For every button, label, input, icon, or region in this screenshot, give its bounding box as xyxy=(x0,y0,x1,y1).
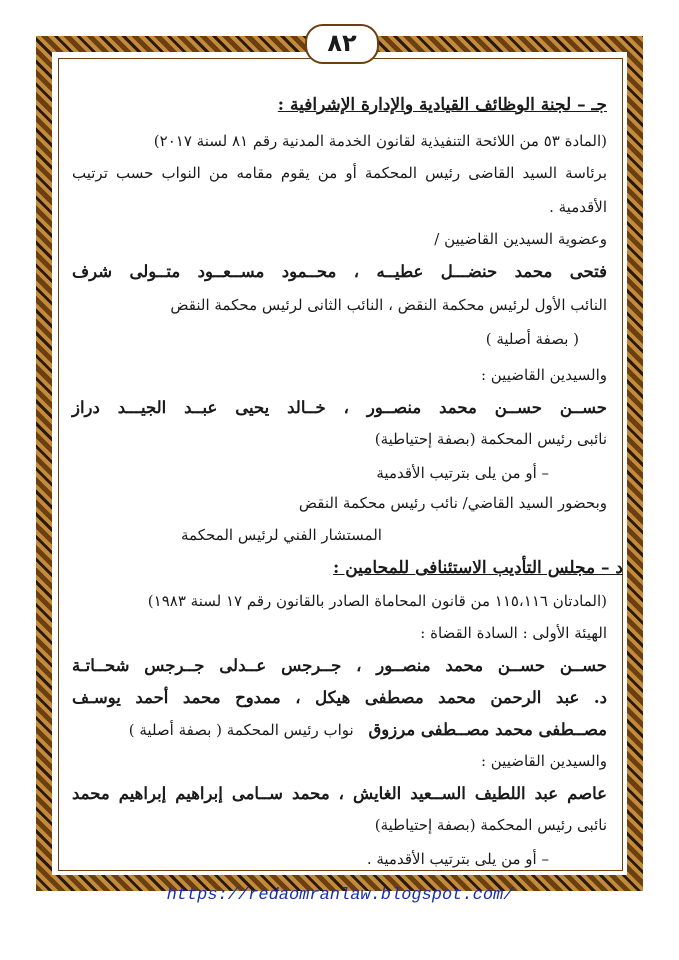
section-d-article: (المادتان ١١٥،١١٦ من قانون المحاماة الصادر بالقانون رقم ١٧ لسنة ١٩٨٣) xyxy=(147,592,607,610)
panel-alt-titles: نائبى رئيس المحكمة (بصفة إحتياطية) xyxy=(374,816,607,834)
panel-names-2: د. عبد الرحمن محمد مصطفى هيكل ، ممدوح محمد أحمد يوسـف xyxy=(72,688,607,707)
alt-titles: نائبى رئيس المحكمة (بصفة إحتياطية) xyxy=(374,430,607,448)
panel-intro: الهيئة الأولى : السادة القضاة : xyxy=(420,624,607,642)
section-j-heading xyxy=(72,95,607,115)
advisor-text: المستشار الفني لرئيس المحكمة xyxy=(181,526,382,544)
heading-text: د – مجلس التأديب الاستئنافى للمحامين : xyxy=(333,558,623,578)
members-titles: النائب الأول لرئيس محكمة النقض ، النائب الثانى لرئيس محكمة النقض xyxy=(170,296,607,314)
heading-text: جـ – لجنة الوظائف القيادية والإدارة الإشرافية : xyxy=(277,95,607,115)
alt-names: حســن حســن محمد منصــور ، خــالد يحيى عبــد الجيـــد دراز xyxy=(72,398,607,417)
alt-intro: والسيدين القاضيين : xyxy=(480,366,607,384)
panel-alt-names: عاصم عبد اللطيف الســعيد الغايش ، محمد ســامى إبراهيم إبراهيم محمد xyxy=(72,784,607,803)
members-intro: وعضوية السيدين القاضيين / xyxy=(434,230,607,248)
panel-names-3 xyxy=(72,720,607,739)
footer-url-link[interactable]: https://redaomranlaw.blogspot.com/ xyxy=(166,886,514,905)
advisor-line xyxy=(79,526,679,544)
members-names: فتحى محمد حنضـــل عطيــه ، محــمود مســعــود متــولى شرف xyxy=(72,262,607,281)
presence-line: وبحضور السيد القاضي/ نائب رئيس محكمة النقض xyxy=(298,494,607,512)
section-d-heading xyxy=(88,558,623,578)
panel-seniority: – أو من يلى بترتيب الأقدمية . xyxy=(366,850,549,868)
panel-alt-intro: والسيدين القاضيين : xyxy=(480,752,607,770)
section-j-article: (المادة ٥٣ من اللائحة التنفيذية لقانون الخدمة المدنية رقم ٨١ لسنة ٢٠١٧) xyxy=(153,132,607,150)
page-number: ٨٢ xyxy=(305,24,379,64)
panel-names-3-rest: نواب رئيس المحكمة ( بصفة أصلية ) xyxy=(128,721,354,739)
panel-names-3-bold: مصــطفى محمد مصــطفى مرزوق xyxy=(368,720,607,739)
panel-names-1: حســن حســن محمد منصــور ، جــرجس عــدلى جــرجس شحــاتـة xyxy=(72,656,607,675)
chair-line-2: الأقدمية . xyxy=(549,198,607,216)
chair-line-1: برئاسة السيد القاضى رئيس المحكمة أو من يقوم مقامه من النواب حسب ترتيب xyxy=(72,164,607,182)
members-status: ( بصفة أصلية ) xyxy=(485,330,579,348)
seniority-note: – أو من يلى بترتيب الأقدمية xyxy=(376,464,549,482)
